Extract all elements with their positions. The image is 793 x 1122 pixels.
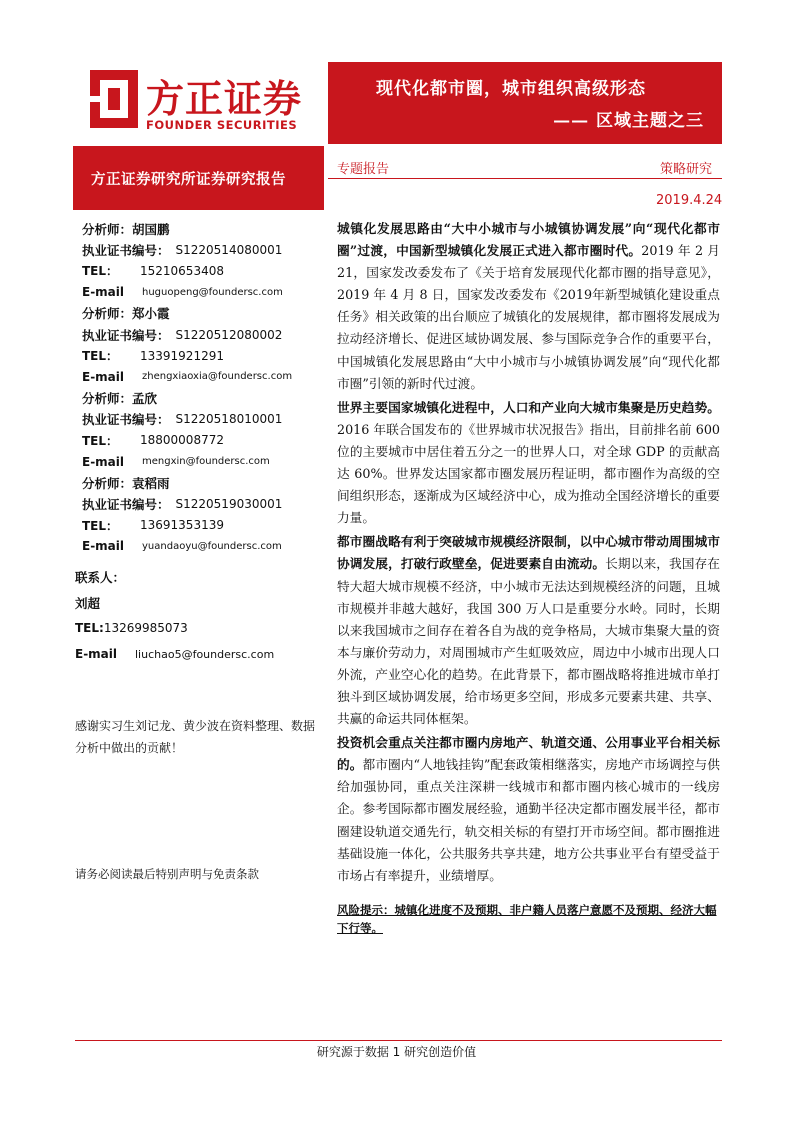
- analyst-name: 孟欣: [132, 391, 158, 407]
- cert-label: 执业证书编号：: [82, 412, 170, 428]
- tel-label: TEL：: [82, 349, 119, 364]
- analyst-block: [82, 388, 322, 473]
- report-type: 专题报告: [337, 162, 390, 177]
- analyst-label: 分析师：: [82, 475, 133, 491]
- analyst-list: [82, 218, 322, 557]
- cert-number: S1220518010001: [175, 412, 283, 427]
- contact-name: 刘超: [75, 596, 101, 611]
- report-body: [337, 218, 720, 937]
- meta-divider: [328, 178, 722, 179]
- tel-number: 13691353139: [140, 518, 224, 533]
- email-label: E-mail: [82, 454, 125, 469]
- report-title: 现代化都市圈，城市组织高级形态: [376, 79, 646, 99]
- email-label: E-mail: [82, 285, 125, 300]
- summary-paragraph: [337, 732, 720, 887]
- email-link[interactable]: yuandaoyu@foundersc.com: [142, 540, 282, 552]
- tel-number: 18800008772: [140, 433, 224, 448]
- cert-label: 执业证书编号：: [82, 242, 170, 258]
- analyst-label: 分析师：: [82, 391, 133, 407]
- report-title-block: [328, 62, 722, 144]
- disclaimer-note: 请务必阅读最后特别声明与免责条款: [75, 867, 259, 881]
- tel-label: TEL：: [82, 433, 119, 448]
- cert-number: S1220519030001: [175, 497, 283, 512]
- tel-label: TEL：: [82, 264, 119, 279]
- contact-block: [75, 568, 325, 672]
- report-date: 2019.4.24: [656, 193, 723, 208]
- institute-header: [73, 146, 324, 210]
- report-category: 策略研究: [660, 162, 713, 177]
- contact-email-label: E-mail: [75, 647, 118, 661]
- logo-mark-icon: [86, 66, 142, 132]
- paragraph-text: 长期以来，我国存在特大超大城市规模不经济，中小城市无法达到规模经济的问题，且城市规模并非越大越好，我国 300 万人口是重要分水岭。同时，长期以来我国城市之间存在着各自为战的竞争格局，大城市集聚大量的资本与廉价劳动力，对周围城市产生虹吸效应，周边中小城市出现人口外流，产业空心化的趋势。在此背景下，都市圈战略将推进城市单打独斗到区域协调发展，给市场更多空间，形成多元要素共建、共享、共赢的命运共同体框架。: [337, 556, 720, 727]
- paragraph-text: 2019 年 2 月 21，国家发改委发布了《关于培育发展现代化都市圈的指导意见》， 2019 年 4 月 8 日，国家发改委发布《2019年新型城镇化建设重点任务》相关政策的出台顺应了城镇化的发展规律，都市圈将发展成为拉动经济增长、促进区域协调发展、参与国际竞争合作的重要平台，中国城镇化发展思路由“大中小城市与小城镇协调发展”向“现代化都市圈”引领的新时代过渡。: [337, 243, 720, 391]
- footer-slogan: 研究源于数据 1 研究创造价值: [316, 1045, 477, 1059]
- summary-paragraph: [337, 397, 720, 530]
- analyst-block: [82, 472, 322, 557]
- contact-tel: 13269985073: [103, 621, 188, 635]
- contact-heading: 联系人：: [75, 570, 126, 585]
- email-link[interactable]: huguopeng@foundersc.com: [142, 286, 283, 298]
- contact-tel-label: TEL:: [75, 621, 104, 635]
- email-label: E-mail: [82, 369, 125, 384]
- analyst-label: 分析师：: [82, 221, 133, 237]
- cert-number: S1220514080001: [175, 242, 283, 257]
- logo-text-en: FOUNDER SECURITIES: [146, 118, 298, 132]
- analyst-block: [82, 303, 322, 388]
- acknowledgement: 感谢实习生刘记龙、黄少波在资料整理、数据分析中做出的贡献！: [75, 719, 316, 755]
- tel-label: TEL：: [82, 518, 119, 533]
- summary-paragraph: [337, 218, 720, 395]
- analyst-name: 袁稻雨: [132, 475, 170, 491]
- analyst-name: 郑小霞: [132, 306, 170, 322]
- paragraph-text: 2016 年联合国发布的《世界城市状况报告》指出，目前排名前 600 位的主要城市中居住着五分之一的世界人口，对全球 GDP 的贡献高达 60%。世界发达国家都市圈发展历程证明，都市圈作为高级的空间组织形态，逐渐成为区域经济中心，成为推动全国经济增长的重要力量。: [337, 421, 720, 526]
- paragraph-lead: 世界主要国家城镇化进程中，人口和产业向大城市集聚是历史趋势。: [337, 399, 720, 415]
- analyst-label: 分析师：: [82, 306, 133, 322]
- paragraph-lead: 投资机会重点关注都市圈内房地产、轨道交通、公用事业平台相关标的。: [337, 735, 720, 773]
- analyst-block: [82, 218, 322, 303]
- tel-number: 13391921291: [140, 348, 224, 363]
- summary-paragraph: [337, 531, 720, 730]
- paragraph-lead: 城镇化发展思路由“大中小城市与小城镇协调发展”向“现代化都市圈”过渡，中国新型城镇化发展正式进入都市圈时代。: [337, 221, 720, 259]
- email-label: E-mail: [82, 539, 125, 554]
- paragraph-text: 都市圈内“人地钱挂钩”配套政策相继落实，房地产市场调控与供给加强协同，重点关注深耕一线城市和都市圈内核心城市的一线房企。参考国际都市圈发展经验，通勤半径决定都市圈发展半径，都市圈建设轨道交通先行，轨交相关标的有望打开市场空间。都市圈推进基础设施一体化，公共服务共享共建，地方公共事业平台有望受益于市场占有率提升，业绩增厚。: [337, 757, 720, 883]
- email-link[interactable]: zhengxiaoxia@foundersc.com: [142, 371, 293, 383]
- footer-divider: [75, 1040, 722, 1041]
- logo-text-cn: 方正证券: [146, 77, 303, 121]
- cert-label: 执业证书编号：: [82, 497, 170, 513]
- cert-number: S1220512080002: [175, 327, 283, 342]
- institute-header-text: 方正证券研究所证券研究报告: [91, 171, 286, 188]
- email-link[interactable]: mengxin@foundersc.com: [142, 456, 270, 468]
- analyst-name: 胡国鹏: [132, 221, 170, 237]
- paragraph-lead: 都市圈战略有利于突破城市规模经济限制，以中心城市带动周围城市协调发展，打破行政壁垒，促进要素自由流动。: [337, 534, 720, 572]
- contact-email[interactable]: liuchao5@foundersc.com: [135, 648, 275, 661]
- report-subtitle: —— 区域主题之三: [553, 111, 704, 131]
- cert-label: 执业证书编号：: [82, 327, 170, 343]
- company-logo: [86, 62, 316, 142]
- tel-number: 15210653408: [140, 263, 224, 278]
- risk-warning: 风险提示：城镇化进度不及预期、非户籍人员落户意愿不及预期、经济大幅下行等。: [337, 902, 717, 935]
